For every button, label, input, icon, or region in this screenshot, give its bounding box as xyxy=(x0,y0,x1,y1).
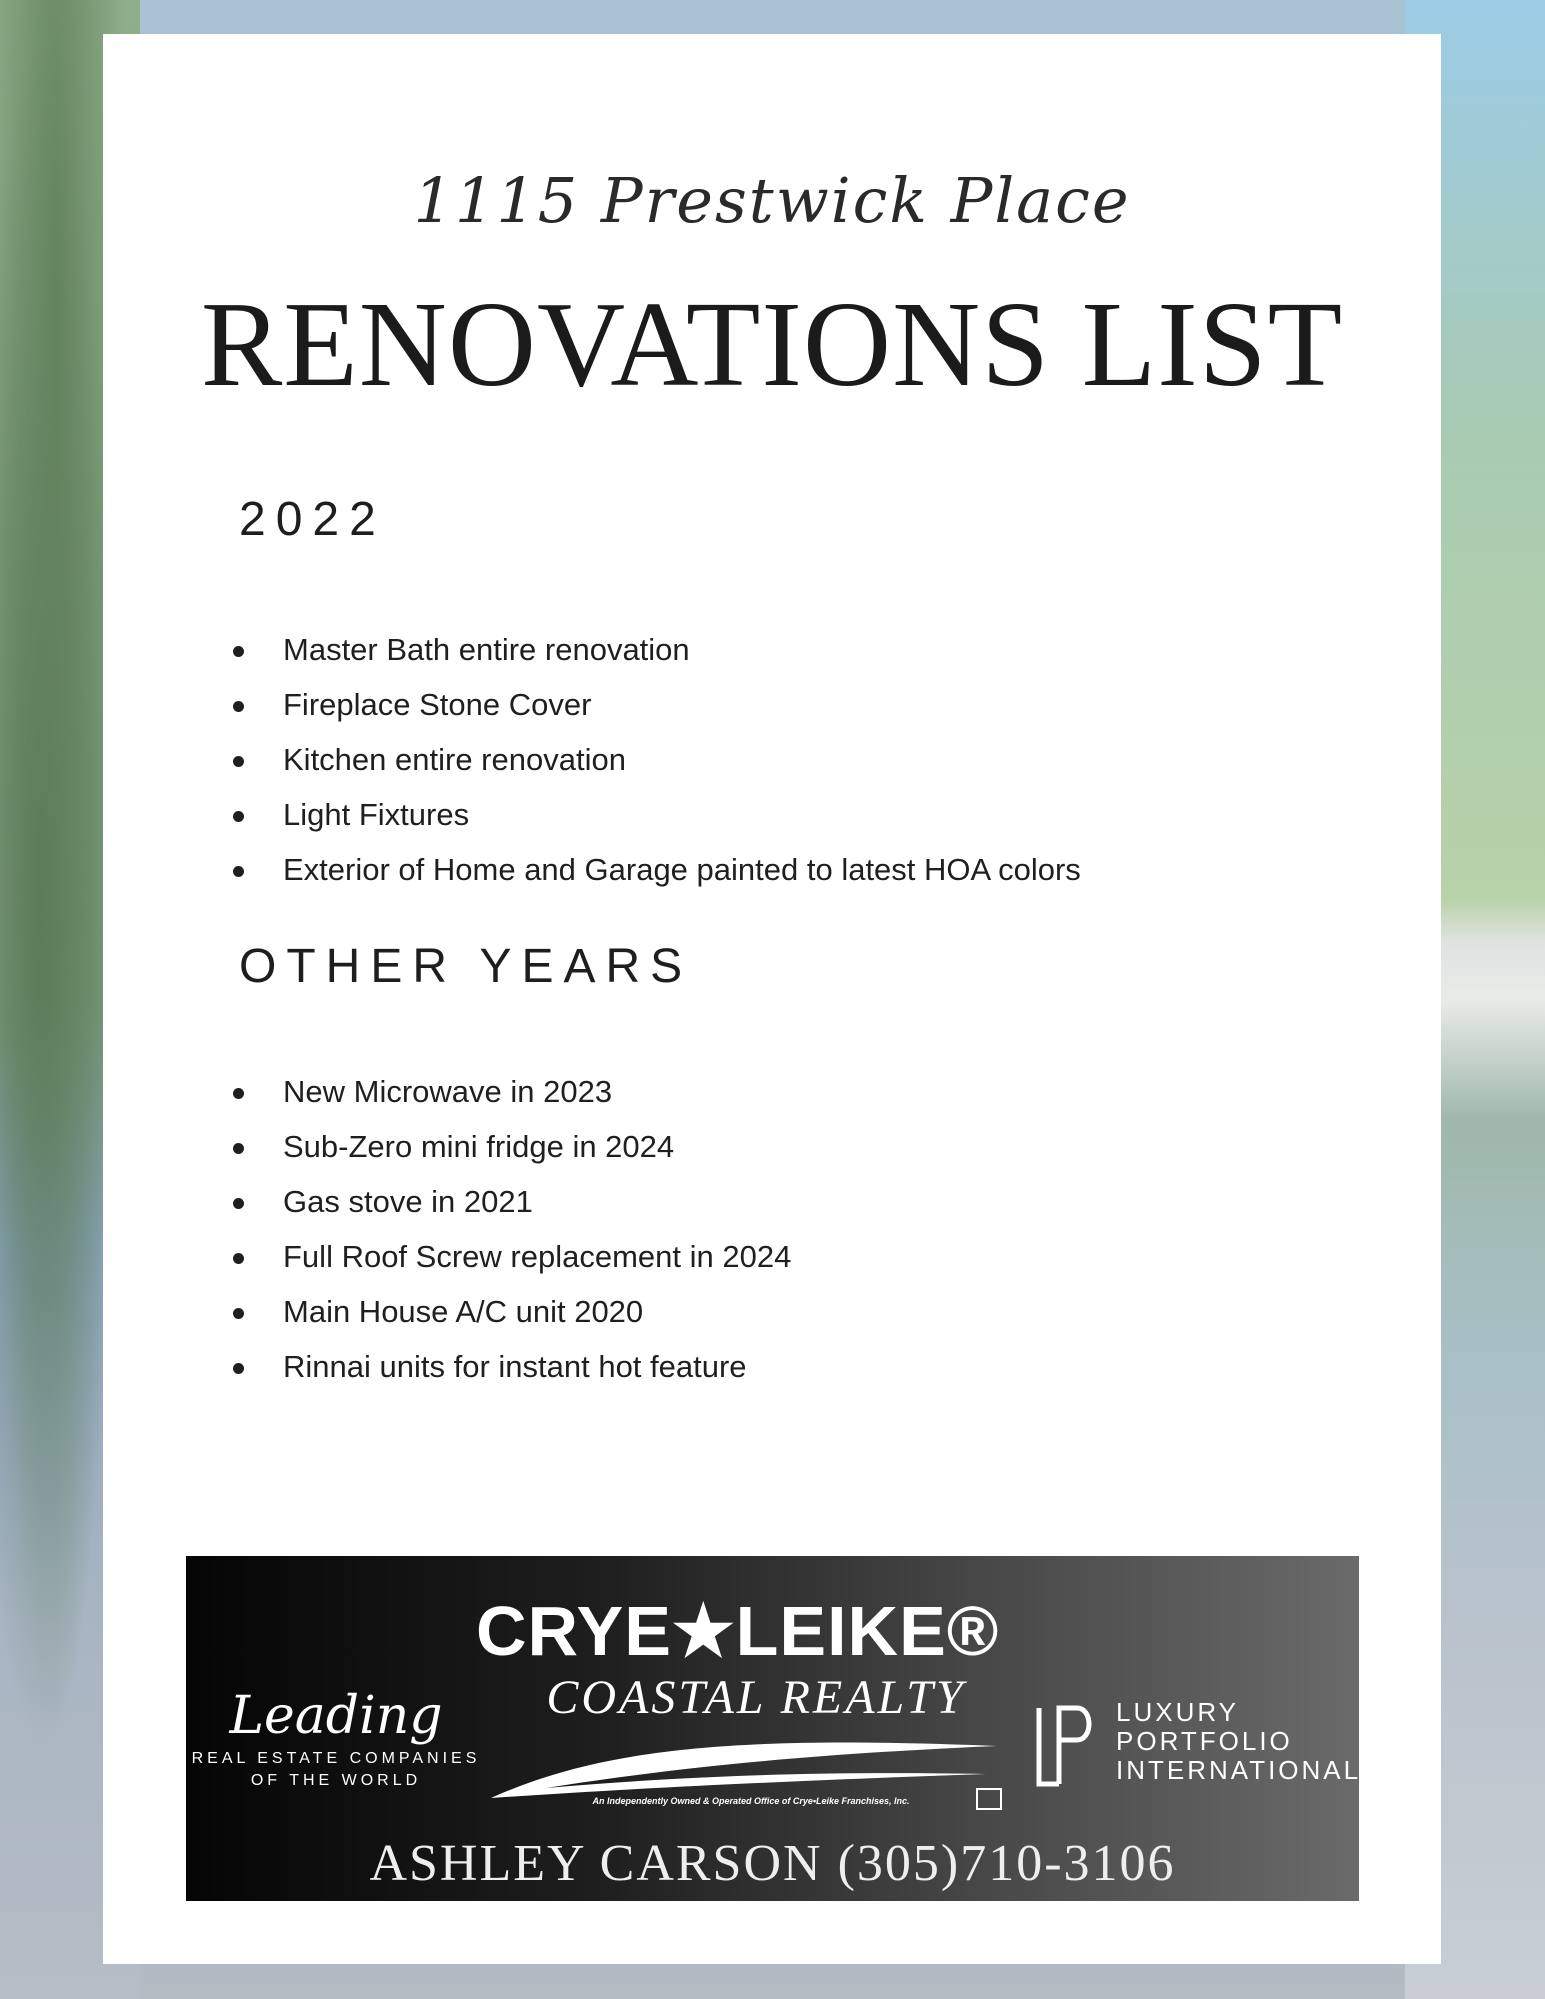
list-item xyxy=(233,1229,1133,1284)
lpi-line2: PORTFOLIO xyxy=(1116,1726,1293,1756)
crye-leike-logo xyxy=(476,1592,1000,1725)
leading-logo-line2: OF THE WORLD xyxy=(250,1772,422,1789)
list-item-text: Main House A/C unit 2020 xyxy=(283,1294,644,1329)
section-heading-other-years: OTHER YEARS xyxy=(239,940,693,993)
bullet-icon xyxy=(233,866,244,877)
flyer-card xyxy=(103,34,1441,1964)
property-address: 1115 Prestwick Place xyxy=(413,164,1131,237)
list-item-text: Fireplace Stone Cover xyxy=(283,687,592,722)
bullet-icon xyxy=(233,756,244,767)
equal-housing-icon xyxy=(976,1788,1002,1810)
bullet-icon xyxy=(233,701,244,712)
lpi-line3: INTERNATIONAL® xyxy=(1116,1755,1384,1785)
leading-logo xyxy=(186,1686,486,1790)
list-item-text: Master Bath entire renovation xyxy=(283,632,690,667)
list-item-text: New Microwave in 2023 xyxy=(283,1074,613,1109)
leading-logo-script: Leading xyxy=(229,1686,443,1746)
list-item-text: Kitchen entire renovation xyxy=(283,742,626,777)
crye-leike-disclaimer: An Independently Owned & Operated Office of Crye•Leike Franchises, Inc. xyxy=(592,1796,910,1806)
bullet-icon xyxy=(233,1253,244,1264)
lpi-wordmark xyxy=(1116,1698,1383,1785)
bullet-icon xyxy=(233,1198,244,1209)
bullet-icon xyxy=(233,646,244,657)
list-item-text: Gas stove in 2021 xyxy=(283,1184,533,1219)
list-item-text: Exterior of Home and Garage painted to latest HOA colors xyxy=(283,852,1081,887)
coastal-realty-wordmark: COASTAL REALTY xyxy=(546,1671,966,1724)
bullet-icon xyxy=(233,1363,244,1374)
list-other-years xyxy=(233,1064,1133,1394)
leading-logo-line1: REAL ESTATE COMPANIES xyxy=(191,1750,481,1767)
list-item xyxy=(233,677,1133,732)
bullet-icon xyxy=(233,1088,244,1099)
list-item-text: Light Fixtures xyxy=(283,797,470,832)
agent-banner xyxy=(186,1556,1384,1901)
list-item xyxy=(233,622,1133,677)
list-item xyxy=(233,1174,1133,1229)
bullet-icon xyxy=(233,1308,244,1319)
list-item xyxy=(233,1064,1133,1119)
list-item xyxy=(233,1284,1133,1339)
list-item xyxy=(233,1339,1133,1394)
list-item xyxy=(233,1119,1133,1174)
list-2022 xyxy=(233,622,1133,897)
bullet-icon xyxy=(233,1143,244,1154)
section-heading-2022: 2022 xyxy=(239,493,386,546)
lpi-logo-icon xyxy=(1031,1704,1101,1788)
lpi-line1: LUXURY xyxy=(1116,1697,1240,1727)
list-item xyxy=(233,732,1133,787)
agent-contact: ASHLEY CARSON (305)710-3106 xyxy=(369,1835,1176,1892)
page-title: RENOVATIONS LIST xyxy=(200,277,1344,412)
bullet-icon xyxy=(233,811,244,822)
list-item-text: Sub-Zero mini fridge in 2024 xyxy=(283,1129,675,1164)
list-item-text: Full Roof Screw replacement in 2024 xyxy=(283,1239,792,1274)
list-item-text: Rinnai units for instant hot feature xyxy=(283,1349,747,1384)
list-item xyxy=(233,787,1133,842)
list-item xyxy=(233,842,1133,897)
swoosh-icon xyxy=(486,1726,1006,1806)
crye-leike-wordmark: CRYE★LEIKE® xyxy=(476,1592,1000,1670)
